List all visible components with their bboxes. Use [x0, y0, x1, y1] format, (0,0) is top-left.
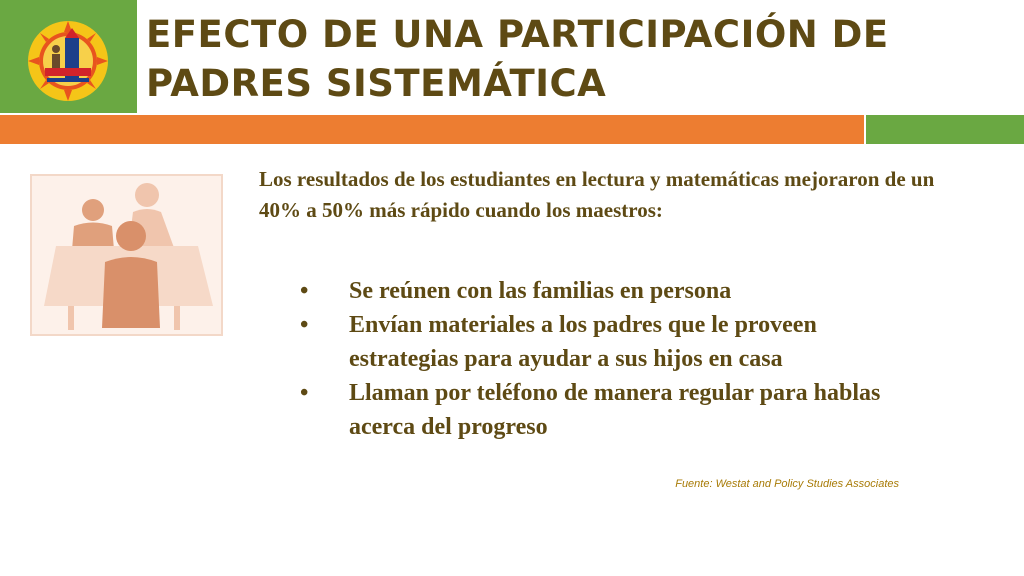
bullet-glyph: • — [300, 278, 309, 304]
intro-text: Los resultados de los estudiantes en lectura y matemáticas mejoraron de un 40% a 50% más rápido cuando los maestros: — [259, 167, 935, 222]
district-seal-logo-icon — [25, 18, 111, 104]
logo-panel — [0, 0, 137, 113]
orange-accent-bar — [0, 115, 864, 144]
bullet-text: Envían materiales a los padres que le proveen estrategias para ayudar a sus hijos en casa — [349, 312, 817, 372]
bullet-glyph: • — [300, 380, 309, 406]
slide-title: EFECTO DE UNA PARTICIPACIÓN DE PADRES SISTEMÁTICA — [146, 13, 889, 105]
list-item — [300, 308, 910, 376]
source-citation: Fuente: Westat and Policy Studies Associates — [675, 478, 899, 490]
bullet-list — [300, 274, 910, 444]
bullet-glyph: • — [300, 312, 309, 338]
green-accent-bar — [866, 115, 1024, 144]
bullet-text: Se reúnen con las familias en persona — [349, 278, 732, 304]
parent-teacher-meeting-illustration-icon — [30, 174, 223, 336]
list-item — [300, 376, 910, 444]
bullet-text: Llaman por teléfono de manera regular para hablas acerca del progreso — [349, 380, 881, 440]
list-item — [300, 274, 910, 308]
